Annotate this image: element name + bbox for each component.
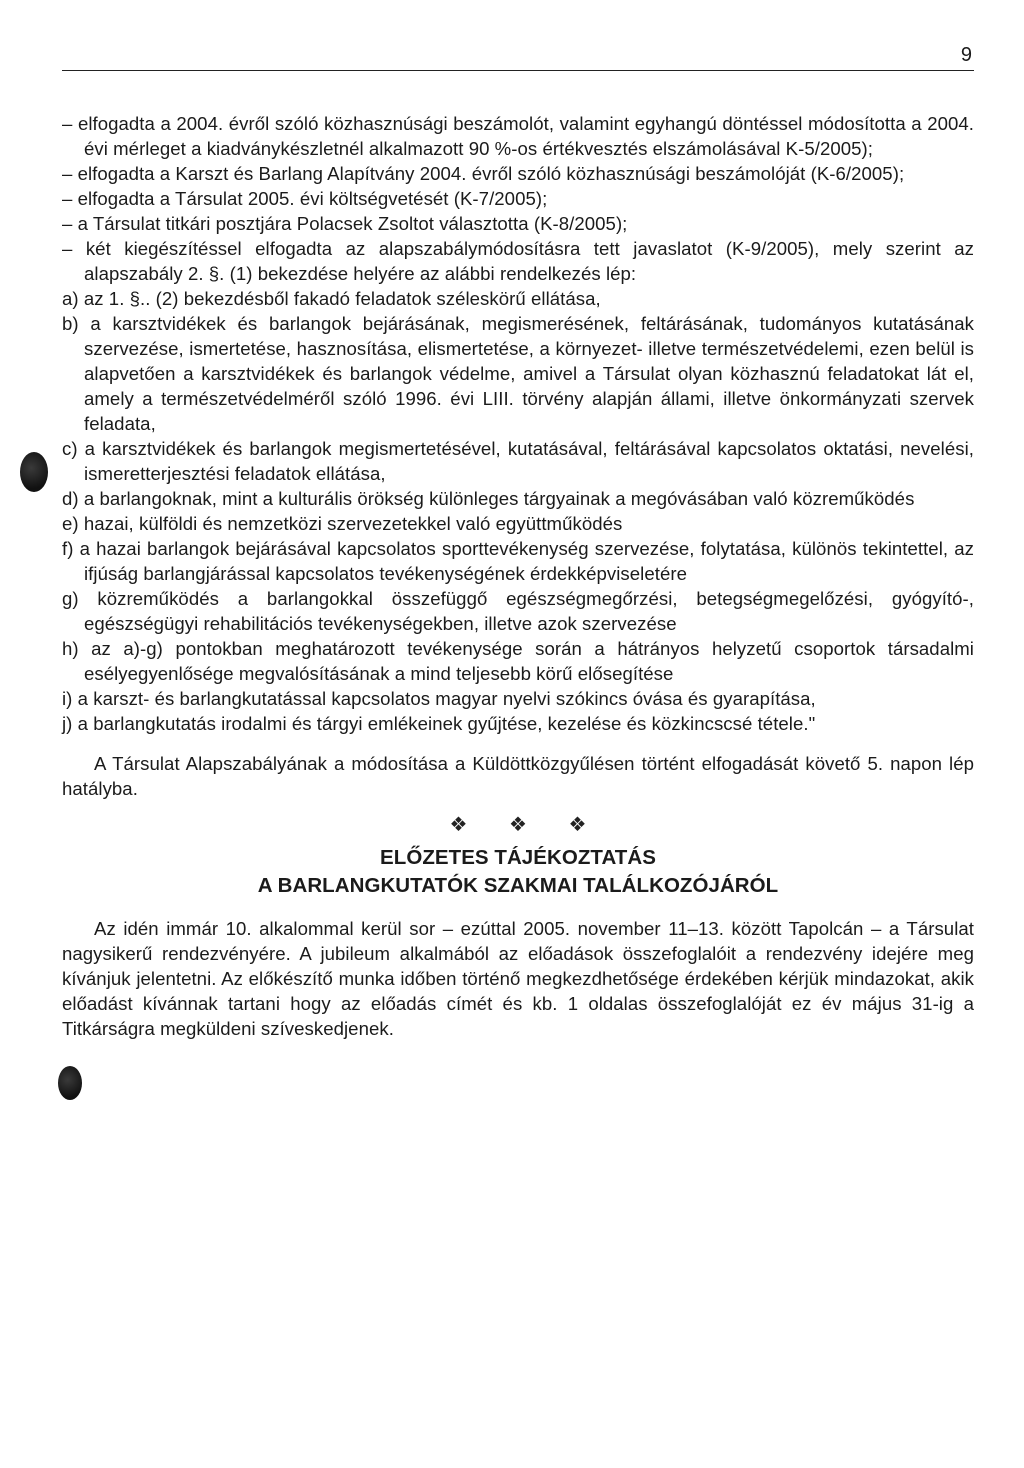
lettered-item-b: b) a karsztvidékek és barlangok bejárásának, megismerésének, feltárásának, tudományos kutatásának szervezése, ismertetése, hasznosítása, elismertetése, a környezet- illetve természetvédelemi, ezen belül is alapvetően a karsztvidékek és barlangok védelme, amivel a Társulat olyan közhasznú feladatokat lát el, amely a természetvédelméről szóló 1996. évi LIII. törvény alapján állami, illetve önkormányzati szervek feladata, [62,313,974,434]
list-item: – elfogadta a 2004. évről szóló közhasznúsági beszámolót, valamint egyhangú döntéssel módosította a 2004. évi mérleget a kiadványkészletnél alkalmazott 90 %-os értékvesztés elszámolásával K-5/2005); [62,113,974,159]
lettered-item-g: g) közreműködés a barlangokkal összefüggő egészségmegőrzési, betegségmegelőzési, gyógyító-, egészségügyi rehabilitációs tevékenységekben, illetve azok szervezése [62,588,974,634]
section-heading [62,844,974,900]
heading-line-1: ELŐZETES TÁJÉKOZTATÁS [380,846,656,869]
closing-paragraph: A Társulat Alapszabályának a módosítása a Küldöttközgyűlésen történt elfogadását követő 5. napon lép hatályba. [62,753,974,799]
section-separator [62,813,974,838]
ornament-icon: ❖ [509,814,527,836]
list-item: – elfogadta a Társulat 2005. évi költségvetését (K-7/2005); [62,188,548,209]
lettered-item-c: c) a karsztvidékek és barlangok megismertetésével, kutatásával, feltárásával kapcsolatos oktatási, nevelési, ismeretterjesztési feladatok ellátása, [62,438,974,484]
scan-blot-mark-2 [58,1066,82,1100]
list-item: – a Társulat titkári posztjára Polacsek Zsoltot választotta (K-8/2005); [62,213,628,234]
scan-blot-mark [20,452,48,492]
lettered-item-d: d) a barlangoknak, mint a kulturális örökség különleges tárgyainak a megóvásában való közreműködés [62,488,915,509]
lettered-item-e: e) hazai, külföldi és nemzetközi szervezetekkel való együttműködés [62,513,623,534]
intro-paragraph: Az idén immár 10. alkalommal kerül sor – ezúttal 2005. november 11–13. között Tapolcán – a Társulat nagysikerű rendezvényére. A jubileum alkalmából az előadások összefoglalóit a rendezvény idejére meg kívánjuk jelentetni. Az előkészítő munka időben történő megkezdhetősége érdekében kérjük mindazokat, akik előadást kívánnak tartani hogy az előadás címét és kb. 1 oldalas összefoglalóját ez év május 31-ig a Titkárságra megküldeni szíveskedjenek. [62,918,974,1039]
lettered-item-a: a) az 1. §.. (2) bekezdésből fakadó feladatok széleskörű ellátása, [62,288,601,309]
document-body [62,111,974,1041]
list-item: – két kiegészítéssel elfogadta az alapszabálymódosításra tett javaslatot (K-9/2005), mely szerint az alapszabály 2. §. (1) bekezdése helyére az alábbi rendelkezés lép: [62,238,974,284]
lettered-item-f: f) a hazai barlangok bejárásával kapcsolatos sporttevékenység szervezése, folytatása, különös tekintettel, az ifjúság barlangjárással kapcsolatos tevékenységének érdekképviseletére [62,538,974,584]
page-number: 9 [960,44,972,66]
lettered-item-j: j) a barlangkutatás irodalmi és tárgyi emlékeinek gyűjtése, kezelése és közkincscsé tétele." [62,713,816,734]
heading-line-2: A BARLANGKUTATÓK SZAKMAI TALÁLKOZÓJÁRÓL [257,874,779,897]
list-item: – elfogadta a Karszt és Barlang Alapítvány 2004. évről szóló közhasznúsági beszámolóját (K-6/2005); [62,163,905,184]
lettered-item-i: i) a karszt- és barlangkutatással kapcsolatos magyar nyelvi szókincs óvása és gyarapítása, [62,688,816,709]
page-header [62,40,974,71]
ornament-icon: ❖ [568,814,587,836]
lettered-item-h: h) az a)-g) pontokban meghatározott tevékenysége során a hátrányos helyzetű csoportok társadalmi esélyegyenlősége megvalósításának a mind teljesebb körű elősegítése [62,638,974,684]
ornament-icon: ❖ [449,814,468,836]
document-page [62,40,974,1041]
